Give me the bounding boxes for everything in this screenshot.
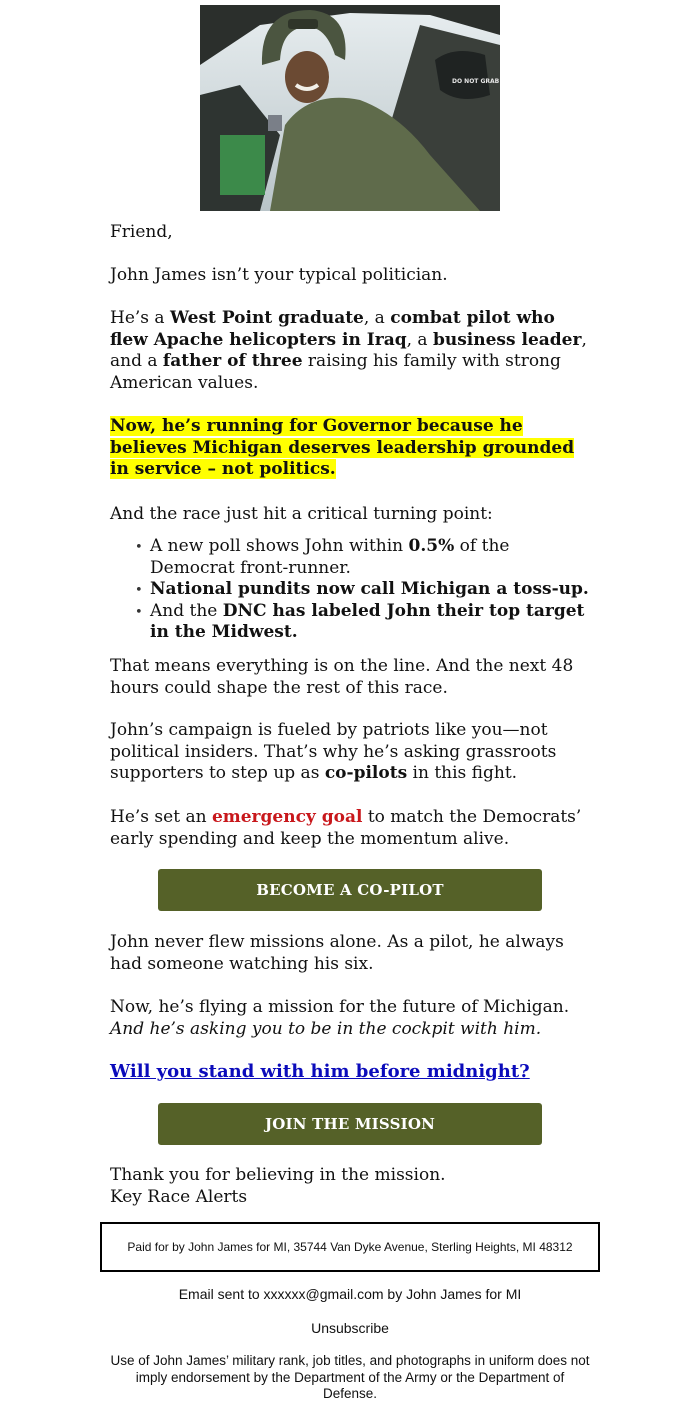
closing-signoff: Key Race Alerts: [110, 1186, 248, 1207]
list-item: • A new poll shows John within 0.5% of the Democrat front-runner.: [150, 536, 592, 579]
list-item: • And the DNC has labeled John their top target in the Midwest.: [150, 601, 592, 644]
stand-with-him-link[interactable]: Will you stand with him before midnight?: [110, 1061, 530, 1082]
helmet-visor: [288, 19, 318, 29]
fueled-paragraph: John’s campaign is fueled by patriots like you—not political insiders. That’s why he’s asking grassroots supporters to step up as co-pilots in this fight.: [110, 720, 557, 783]
bio-paragraph: He’s a West Point graduate, a combat pilot who flew Apache helicopters in Iraq, a business leader, and a father of three raising his family with strong American values.: [110, 308, 587, 393]
paid-for-disclaimer: [100, 1222, 600, 1272]
highlight-paragraph: Now, he’s running for Governor because he believes Michigan deserves leadership grounded in service – not politics.: [110, 416, 575, 479]
email-sent-notice: Email sent to xxxxxx@gmail.com by John James for MI: [178, 1286, 522, 1302]
military-disclaimer: Use of John James’ military rank, job titles, and photographs in uniform does not imply endorsement by the Department of the Army or the Department of Defense.: [110, 1353, 590, 1401]
paid-for-text: Paid for by John James for MI, 35744 Van Dyke Avenue, Sterling Heights, MI 48312: [127, 1240, 573, 1254]
greeting: Friend,: [110, 222, 173, 242]
flag-patch: [268, 115, 282, 131]
become-co-pilot-button[interactable]: BECOME A CO-PILOT: [158, 869, 542, 911]
list-item: • National pundits now call Michigan a toss-up.: [150, 579, 592, 601]
unsubscribe-row: [100, 1320, 600, 1337]
green-case: [220, 135, 265, 195]
unsubscribe-link[interactable]: Unsubscribe: [311, 1320, 389, 1336]
gloved-hand: [435, 51, 490, 99]
goal-paragraph: He’s set an emergency goal to match the Democrats’ early spending and keep the momentum alive.: [110, 807, 582, 849]
closing-thanks: Thank you for believing in the mission.: [110, 1165, 446, 1185]
intro-paragraph: John James isn’t your typical politician.: [110, 265, 448, 285]
never-alone-paragraph: John never flew missions alone. As a pilot, he always had someone watching his six.: [110, 932, 564, 974]
join-the-mission-button[interactable]: JOIN THE MISSION: [158, 1103, 542, 1145]
bullet-list: [110, 536, 592, 644]
do-not-grab-label: DO NOT GRAB: [452, 78, 500, 85]
mission-paragraph: Now, he’s flying a mission for the future of Michigan. And he’s asking you to be in the cockpit with him.: [110, 997, 570, 1039]
closing-block: [110, 1165, 592, 1208]
link-paragraph: [110, 1061, 592, 1084]
hero-photo: [200, 5, 500, 211]
on-the-line-paragraph: That means everything is on the line. And the next 48 hours could shape the rest of this race.: [110, 656, 574, 698]
pilot-face: [285, 51, 329, 103]
turning-point-paragraph: And the race just hit a critical turning point:: [110, 504, 493, 524]
